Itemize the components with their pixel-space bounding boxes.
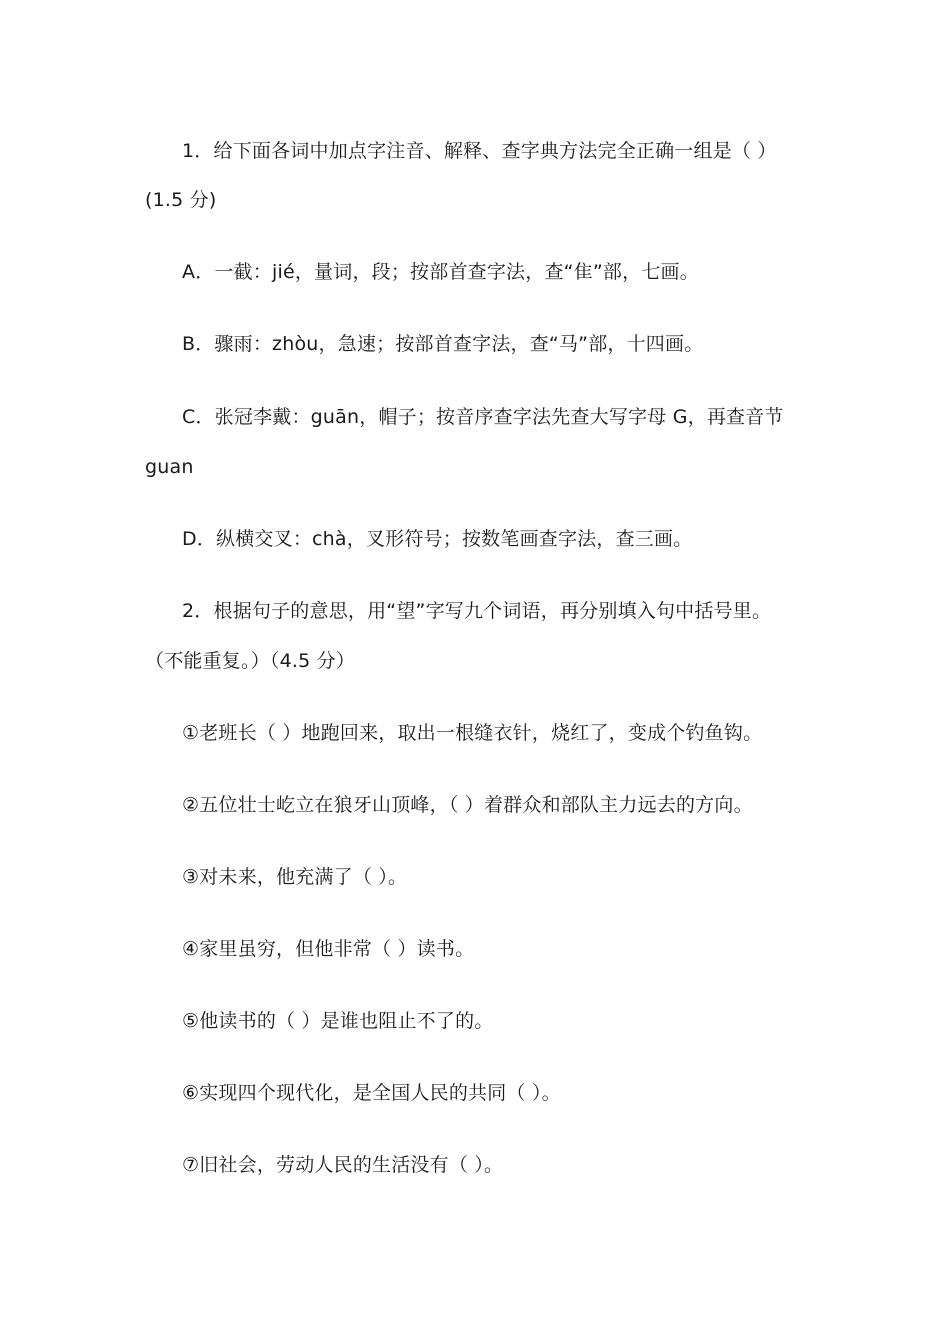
question-1-stem: 1．给下面各词中加点字注音、解释、查字典方法完全正确一组是（ ）: [182, 140, 777, 162]
question-2-score: （不能重复。）（4.5 分）: [145, 650, 356, 672]
question-1-option-d: D．纵横交叉：chà，叉形符号；按数笔画查字法，查三画。: [182, 528, 693, 550]
question-1-option-c: C．张冠李戴：guān，帽子；按音序查字法先查大写字母 G，再查音节: [182, 406, 784, 428]
question-2-item-7: ⑦旧社会，劳动人民的生活没有（ ）。: [182, 1154, 504, 1176]
question-1-option-c-continued: guan: [145, 456, 194, 478]
question-1-option-a: A．一截：jié，量词，段；按部首查字法，查“隹”部，七画。: [182, 261, 699, 283]
question-2-item-4: ④家里虽穷，但他非常（ ）读书。: [182, 938, 475, 960]
question-1-option-b: B．骤雨：zhòu，急速；按部首查字法，查“马”部，十四画。: [182, 333, 704, 355]
question-2-item-1: ①老班长（ ）地跑回来，取出一根缝衣针，烧红了，变成个钓鱼钩。: [182, 722, 763, 744]
question-1-score: (1.5 分): [145, 189, 217, 211]
question-2-item-2: ②五位壮士屹立在狼牙山顶峰，（ ）着群众和部队主力远去的方向。: [182, 794, 753, 816]
question-2-item-5: ⑤他读书的（ ）是谁也阻止不了的。: [182, 1010, 494, 1032]
question-2-item-6: ⑥实现四个现代化，是全国人民的共同（ ）。: [182, 1082, 561, 1104]
question-2-stem: 2．根据句子的意思，用“望”字写九个词语，再分别填入句中括号里。: [182, 600, 772, 622]
question-2-item-3: ③对未来，他充满了（ ）。: [182, 866, 408, 888]
